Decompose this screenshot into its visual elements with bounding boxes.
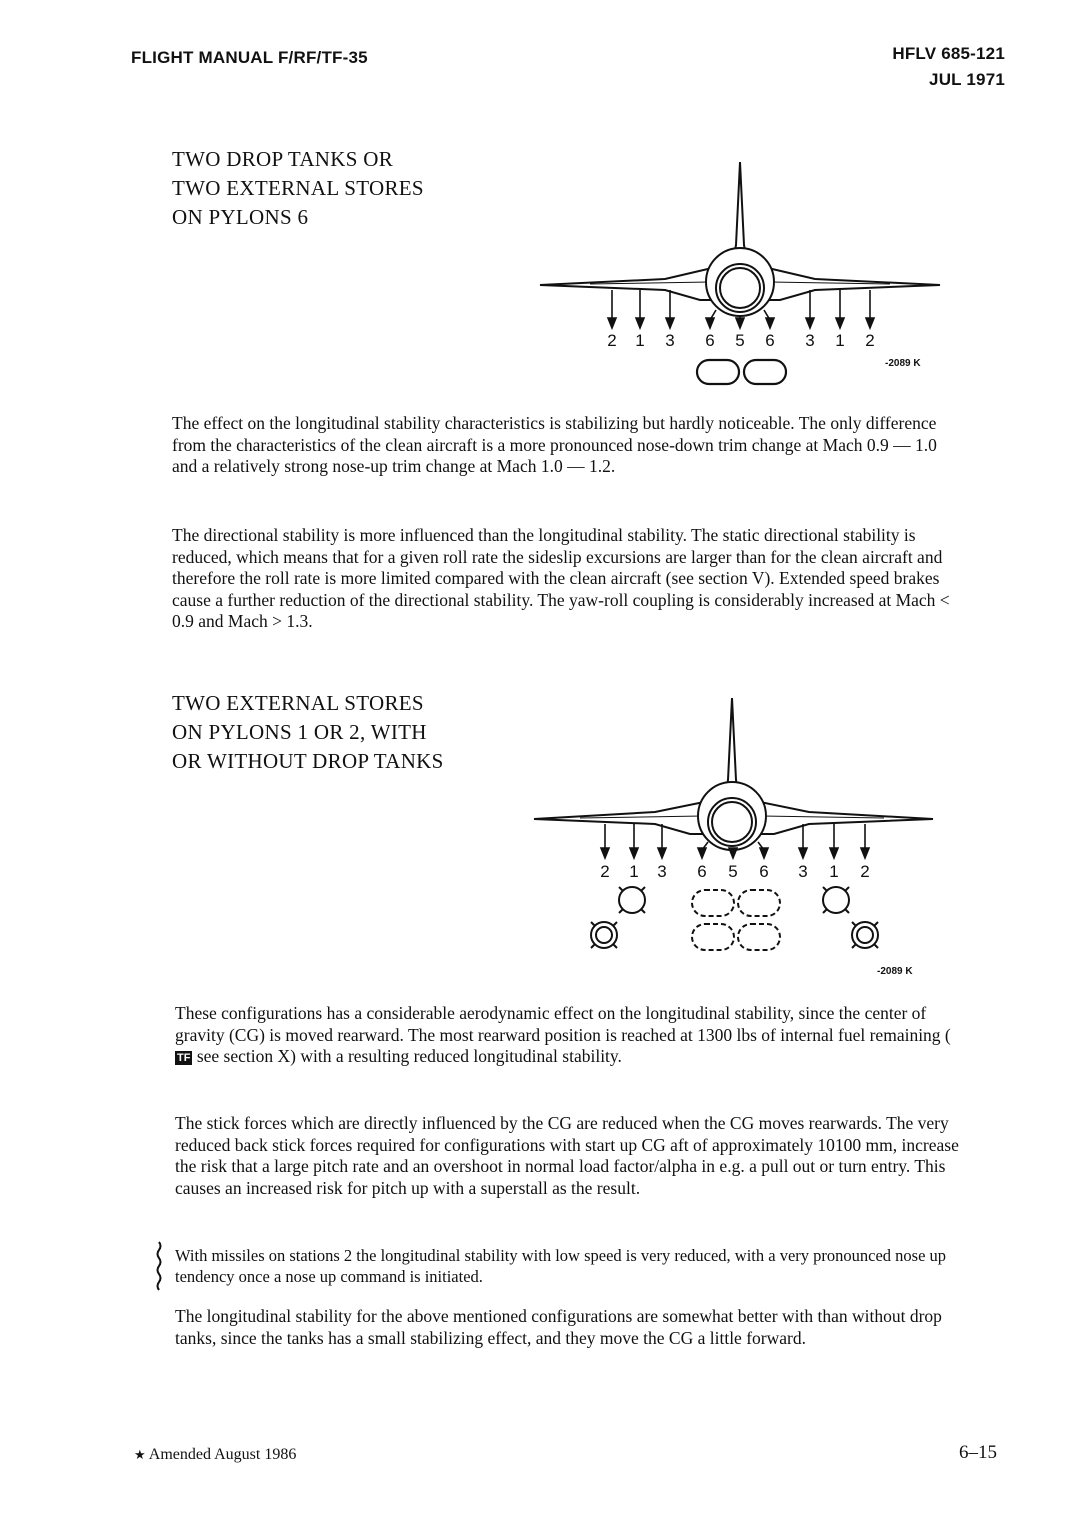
pylon-label: 5 <box>728 862 738 881</box>
drop-tank-icon <box>744 360 786 384</box>
section2-title-line: ON PYLONS 1 OR 2, WITH <box>172 720 427 744</box>
pylon-label: 2 <box>600 862 610 881</box>
pylon-label: 3 <box>657 862 667 881</box>
section2-title-line: OR WITHOUT DROP TANKS <box>172 749 444 773</box>
external-store-icon <box>823 887 849 913</box>
star-icon: ★ <box>134 1447 146 1462</box>
optional-drop-tank-icon <box>692 890 734 916</box>
pylon-labels <box>607 331 874 350</box>
pylon-label: 6 <box>765 331 775 350</box>
pylon-label: 3 <box>805 331 815 350</box>
section1-title-line: TWO DROP TANKS OR <box>172 147 394 171</box>
aircraft-silhouette <box>540 162 940 316</box>
pylon-label: 6 <box>697 862 707 881</box>
pylon-label: 1 <box>635 331 645 350</box>
aircraft-front-view-figure-1 <box>530 150 950 390</box>
pylon-label: 2 <box>860 862 870 881</box>
section2-title <box>172 689 444 776</box>
pylon-label: 5 <box>735 331 745 350</box>
document-date: JUL 1971 <box>929 70 1005 89</box>
paragraph-text: These configurations has a considerable aerodynamic effect on the longitudinal stability, since the center of gravity (CG) is moved rearward. The most rearward position is reached at 1300 lbs of internal fuel remaining ( <box>175 1003 951 1045</box>
amendment-text: Amended August 1986 <box>148 1446 297 1463</box>
figure2-code: -2089 K <box>877 966 913 977</box>
optional-drop-tank-icon <box>738 924 780 950</box>
amendment-note <box>134 1446 296 1464</box>
amended-paragraph: With missiles on stations 2 the longitudinal stability with low speed is very reduced, with a very pronounced nose up tendency once a nose up command is initiated. <box>175 1246 947 1286</box>
aircraft-silhouette <box>534 698 933 850</box>
missile-store-icon <box>852 922 878 948</box>
pylon-label: 1 <box>629 862 639 881</box>
section1-paragraph: The directional stability is more influenced than the longitudinal stability. The static directional stability is reduced, which means that for a given roll rate the sideslip excursions are larger than for the clean aircraft and therefore the roll rate is more limited compared with the clean aircraft (see section V). Extended speed brakes cause a further reduction of the directional stability. The yaw-roll coupling is considerably increased at Mach < 0.9 and Mach > 1.3. <box>172 525 950 631</box>
missile-store-icon <box>591 922 617 948</box>
optional-drop-tank-icon <box>738 890 780 916</box>
section1-paragraph: The effect on the longitudinal stability characteristics is stabilizing but hardly noticeable. The only difference from the characteristics of the clean aircraft is a more pronounced nose-down trim change at Mach 0.9 — 1.0 and a relatively strong nose-up trim change at Mach 1.0 — 1.2. <box>172 413 937 476</box>
section2-title-line: TWO EXTERNAL STORES <box>172 691 424 715</box>
optional-drop-tanks <box>692 890 780 950</box>
pylon-label: 3 <box>665 331 675 350</box>
section1-title <box>172 145 424 232</box>
page-number: 6–15 <box>959 1442 997 1463</box>
drop-tank-icon <box>697 360 739 384</box>
section1-title-line: TWO EXTERNAL STORES <box>172 176 424 200</box>
tf-badge-icon: TF <box>177 1052 191 1064</box>
section2-paragraph <box>175 1003 965 1068</box>
change-bar-icon <box>154 1240 164 1292</box>
pylon-label: 3 <box>798 862 808 881</box>
pylon-label: 2 <box>607 331 617 350</box>
paragraph-text: see section X) with a resulting reduced longitudinal stability. <box>196 1046 622 1066</box>
optional-drop-tank-icon <box>692 924 734 950</box>
section2-paragraph: The stick forces which are directly influenced by the CG are reduced when the CG moves rearwards. The very reduced back stick forces required for configurations with start up CG aft of approximately 10100 mm, increase the risk that a large pitch rate and an overshoot in normal load factor/alpha in e.g. a pull out or turn entry. This causes an increased risk for pitch up with a superstall as the result. <box>175 1113 959 1198</box>
aircraft-front-view-figure-2 <box>520 690 950 960</box>
drop-tanks <box>697 360 786 384</box>
section1-title-line: ON PYLONS 6 <box>172 205 309 229</box>
manual-title: FLIGHT MANUAL F/RF/TF-35 <box>131 48 368 67</box>
pylon-label: 1 <box>835 331 845 350</box>
pylon-label: 1 <box>829 862 839 881</box>
pylon-labels <box>600 862 869 881</box>
section2-paragraph: The longitudinal stability for the above mentioned configurations are somewhat better with than without drop tanks, since the tanks has a small stabilizing effect, and they move the CG a little forward. <box>175 1306 942 1348</box>
pylon-label: 6 <box>759 862 769 881</box>
pylon-label: 6 <box>705 331 715 350</box>
pylon-label: 2 <box>865 331 875 350</box>
external-store-icon <box>619 887 645 913</box>
figure1-code: -2089 K <box>885 358 921 369</box>
document-number: HFLV 685-121 <box>892 44 1005 63</box>
